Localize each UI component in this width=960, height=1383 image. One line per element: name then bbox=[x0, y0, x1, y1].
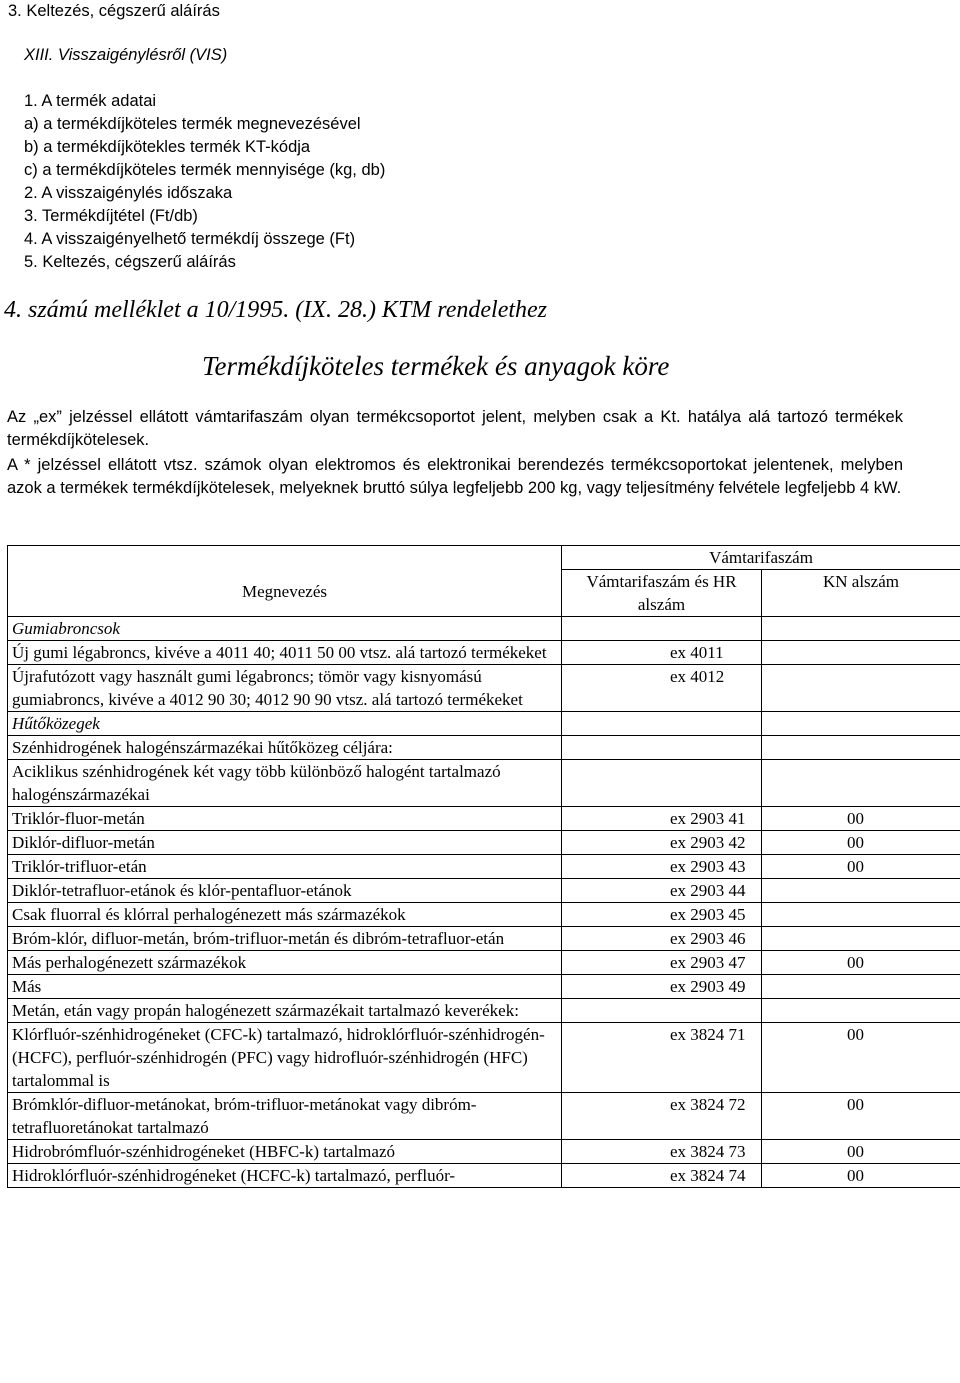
table-row bbox=[8, 1093, 960, 1140]
header-vamtarifaszam: Vámtarifaszám bbox=[562, 546, 960, 570]
row-name: Gumiabroncsok bbox=[8, 617, 562, 641]
row-code: ex 2903 49 bbox=[562, 975, 762, 999]
row-code: ex 2903 43 bbox=[562, 855, 762, 879]
table-row bbox=[8, 1164, 960, 1188]
header-kn-alszam: KN alszám bbox=[762, 570, 960, 617]
list-item: a) a termékdíjköteles termék megnevezésével bbox=[24, 115, 361, 133]
signature-line: 3. Keltezés, cégszerű aláírás bbox=[8, 2, 220, 20]
list-item: b) a termékdíjkötekles termék KT-kódja bbox=[24, 138, 311, 156]
row-kn bbox=[762, 712, 960, 736]
row-code: ex 4012 bbox=[562, 665, 762, 712]
row-kn bbox=[762, 903, 960, 927]
table-row bbox=[8, 760, 960, 807]
row-name: Triklór-fluor-metán bbox=[8, 807, 562, 831]
row-code: ex 2903 47 bbox=[562, 951, 762, 975]
row-kn bbox=[762, 999, 960, 1023]
row-name: Bróm-klór, difluor-metán, bróm-trifluor-metán és dibróm-tetrafluor-etán bbox=[8, 927, 562, 951]
table-row bbox=[8, 999, 960, 1023]
row-kn: 00 bbox=[762, 855, 960, 879]
row-name: Hűtőközegek bbox=[8, 712, 562, 736]
row-kn bbox=[762, 760, 960, 807]
row-kn: 00 bbox=[762, 951, 960, 975]
table-row bbox=[8, 641, 960, 665]
table-row bbox=[8, 665, 960, 712]
row-code: ex 2903 42 bbox=[562, 831, 762, 855]
row-name: Más bbox=[8, 975, 562, 999]
row-name: Aciklikus szénhidrogének két vagy több különböző halogént tartalmazó halogénszármazékai bbox=[8, 760, 562, 807]
table-row bbox=[8, 951, 960, 975]
row-code: ex 3824 73 bbox=[562, 1140, 762, 1164]
row-kn bbox=[762, 879, 960, 903]
table-row bbox=[8, 879, 960, 903]
list-item: 5. Keltezés, cégszerű aláírás bbox=[24, 253, 236, 271]
row-name: Diklór-tetrafluor-etánok és klór-pentafluor-etánok bbox=[8, 879, 562, 903]
row-code bbox=[562, 999, 762, 1023]
row-name: Metán, etán vagy propán halogénezett származékait tartalmazó keverékek: bbox=[8, 999, 562, 1023]
list-item: c) a termékdíjköteles termék mennyisége (kg, db) bbox=[24, 161, 386, 179]
row-code: ex 2903 44 bbox=[562, 879, 762, 903]
row-kn: 00 bbox=[762, 1140, 960, 1164]
row-code: ex 3824 72 bbox=[562, 1093, 762, 1140]
row-kn bbox=[762, 617, 960, 641]
table-row bbox=[8, 855, 960, 879]
row-code bbox=[562, 760, 762, 807]
list-item: 3. Termékdíjtétel (Ft/db) bbox=[24, 207, 198, 225]
row-name: Triklór-trifluor-etán bbox=[8, 855, 562, 879]
row-kn bbox=[762, 641, 960, 665]
ex-explanation: Az „ex” jelzéssel ellátott vámtarifaszám olyan termékcsoportot jelent, melyben csak a Kt. hatálya alá tartozó termékek termékdíjkötelesek. bbox=[7, 408, 903, 449]
row-kn bbox=[762, 975, 960, 999]
table-row bbox=[8, 807, 960, 831]
row-name: Más perhalogénezett származékok bbox=[8, 951, 562, 975]
row-name: Szénhidrogének halogénszármazékai hűtőközeg céljára: bbox=[8, 736, 562, 760]
table-row bbox=[8, 617, 960, 641]
row-name: Klórfluór-szénhidrogéneket (CFC-k) tartalmazó, hidroklórfluór-szénhidrogén-(HCFC), perfluór-szénhidrogén (PFC) vagy hidrofluór-szénhidrogén (HFC) tartalommal is bbox=[8, 1023, 562, 1093]
table-row bbox=[8, 736, 960, 760]
list-item: 2. A visszaigénylés időszaka bbox=[24, 184, 233, 202]
list-item: 1. A termék adatai bbox=[24, 92, 157, 110]
row-code: ex 3824 74 bbox=[562, 1164, 762, 1188]
row-name: Brómklór-difluor-metánokat, bróm-trifluor-metánokat vagy dibróm-tetrafluoretánokat tartalmazó bbox=[8, 1093, 562, 1140]
table-header-row-1 bbox=[8, 546, 960, 570]
table-row bbox=[8, 712, 960, 736]
annex-title: 4. számú melléklet a 10/1995. (IX. 28.) KTM rendelethez bbox=[4, 297, 548, 323]
table-row bbox=[8, 927, 960, 951]
row-kn: 00 bbox=[762, 807, 960, 831]
row-code: ex 2903 46 bbox=[562, 927, 762, 951]
table-row bbox=[8, 831, 960, 855]
row-name: Új gumi légabroncs, kivéve a 4011 40; 4011 50 00 vtsz. alá tartozó termékeket bbox=[8, 641, 562, 665]
star-explanation: A * jelzéssel ellátott vtsz. számok olyan elektromos és elektronikai berendezés termékcsoportokat jelentenek, melyben azok a termékek termékdíjkötelesek, melyeknek bruttó súlya legfeljebb 200 kg, vagy teljesítmény felvétele legfeljebb 4 kW. bbox=[7, 456, 903, 497]
product-table bbox=[7, 545, 960, 1188]
row-code bbox=[562, 736, 762, 760]
table-row bbox=[8, 903, 960, 927]
row-name: Hidrobrómfluór-szénhidrogéneket (HBFC-k) tartalmazó bbox=[8, 1140, 562, 1164]
header-hr-alszam: Vámtarifaszám és HR alszám bbox=[562, 570, 762, 617]
row-kn bbox=[762, 927, 960, 951]
row-kn: 00 bbox=[762, 1023, 960, 1093]
row-kn bbox=[762, 736, 960, 760]
list-item: 4. A visszaigényelhető termékdíj összege (Ft) bbox=[24, 230, 356, 248]
row-name: Újrafutózott vagy használt gumi légabroncs; tömör vagy kisnyomású gumiabroncs, kivéve a 4012 90 30; 4012 90 90 vtsz. alá tartozó termékeket bbox=[8, 665, 562, 712]
row-code: ex 4011 bbox=[562, 641, 762, 665]
row-code: ex 2903 45 bbox=[562, 903, 762, 927]
row-code: ex 2903 41 bbox=[562, 807, 762, 831]
table-row bbox=[8, 1140, 960, 1164]
row-code bbox=[562, 712, 762, 736]
row-kn: 00 bbox=[762, 1093, 960, 1140]
row-kn bbox=[762, 665, 960, 712]
row-kn: 00 bbox=[762, 831, 960, 855]
row-kn: 00 bbox=[762, 1164, 960, 1188]
row-code bbox=[562, 617, 762, 641]
table-row bbox=[8, 1023, 960, 1093]
row-name: Csak fluorral és klórral perhalogénezett más származékok bbox=[8, 903, 562, 927]
row-name: Hidroklórfluór-szénhidrogéneket (HCFC-k) tartalmazó, perfluór- bbox=[8, 1164, 562, 1188]
table-row bbox=[8, 975, 960, 999]
section-title: Termékdíjköteles termékek és anyagok köre bbox=[202, 351, 670, 381]
header-megnevezes: Megnevezés bbox=[8, 546, 562, 617]
row-code: ex 3824 71 bbox=[562, 1023, 762, 1093]
row-name: Diklór-difluor-metán bbox=[8, 831, 562, 855]
vis-heading: XIII. Visszaigénylésről (VIS) bbox=[24, 46, 228, 64]
